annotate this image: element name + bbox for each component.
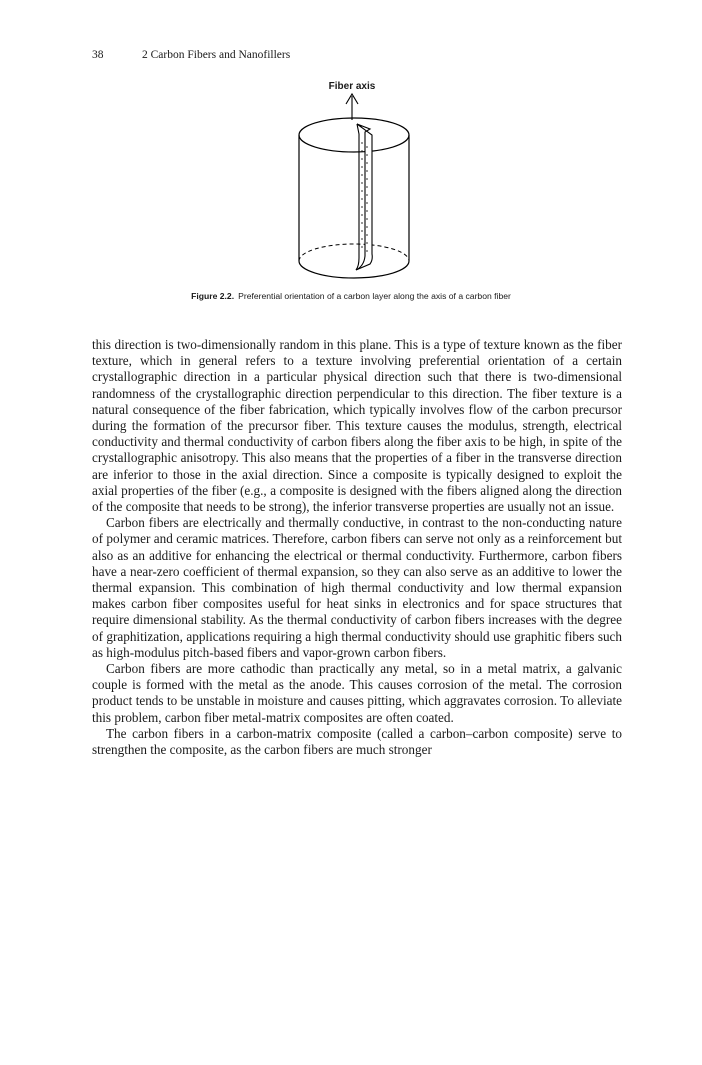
paragraph-4: The carbon fibers in a carbon-matrix composite (called a carbon–carbon composite) serve to strengthen the composite, as the carbon fibers are much stronger [92,725,622,758]
page-number: 38 [92,49,104,61]
body-text [92,337,622,758]
figure-2-2 [0,72,702,312]
figure-caption-label: Figure 2.2. [191,291,235,301]
paragraph-1: this direction is two-dimensionally random in this plane. This is a type of texture known as the fiber texture, which in general refers to a texture involving preferential orientation of a certain crystallographic direction in a particular physical direction such that there is two-dimensional randomness of the crystallographic direction perpendicular to this direction. The fiber texture is a natural consequence of the fiber fabrication, which typically involves flow of the carbon precursor during the formation of the precursor fiber. This texture causes the modulus, strength, electrical conductivity and thermal conductivity of carbon fibers along the fiber axis to be high, in spite of the crystallographic anisotropy. This also means that the properties of a fiber in the transverse direction are inferior to those in the axial direction. Since a composite is typically designed to exploit the axial properties of the fiber (e.g., a composite is designed with the fibers aligned along the direction of the composite that needs to be strong), the inferior transverse properties are usually not an issue. [92,337,622,515]
carbon-layer-front [356,124,359,270]
carbon-layer-ribbon [356,124,372,270]
cylinder-diagram [290,72,420,282]
figure-caption-text: Preferential orientation of a carbon layer along the axis of a carbon fiber [238,291,511,301]
fiber-axis-label: Fiber axis [328,81,376,92]
figure-caption [0,291,702,301]
paragraph-3: Carbon fibers are more cathodic than practically any metal, so in a metal matrix, a galvanic couple is formed with the metal as the anode. This causes corrosion of the metal. The corrosion product tends to be unstable in moisture and causes pitting, which aggravates corrosion. To alleviate this problem, carbon fiber metal-matrix composites are often coated. [92,661,622,725]
chapter-title: 2 Carbon Fibers and Nanofillers [142,49,291,61]
paragraph-2: Carbon fibers are electrically and thermally conductive, in contrast to the non-conducting nature of polymer and ceramic matrices. Therefore, carbon fibers can serve not only as a reinforcement but also as an additive for enhancing the electrical or thermal conductivity. Furthermore, carbon fibers have a near-zero coefficient of thermal expansion, so they can also serve as an additive to lower the thermal expansion. This combination of high thermal conductivity and low thermal expansion makes carbon fiber composites useful for heat sinks in electronics and for space structures that require dimensional stability. As the thermal conductivity of carbon fibers increases with the degree of graphitization, applications requiring a high thermal conductivity should use graphitic fibers such as high-modulus pitch-based fibers and vapor-grown carbon fibers. [92,515,622,660]
cylinder-bottom-back [299,244,409,261]
cylinder-top [299,118,409,152]
cylinder-bottom-front [299,261,409,278]
